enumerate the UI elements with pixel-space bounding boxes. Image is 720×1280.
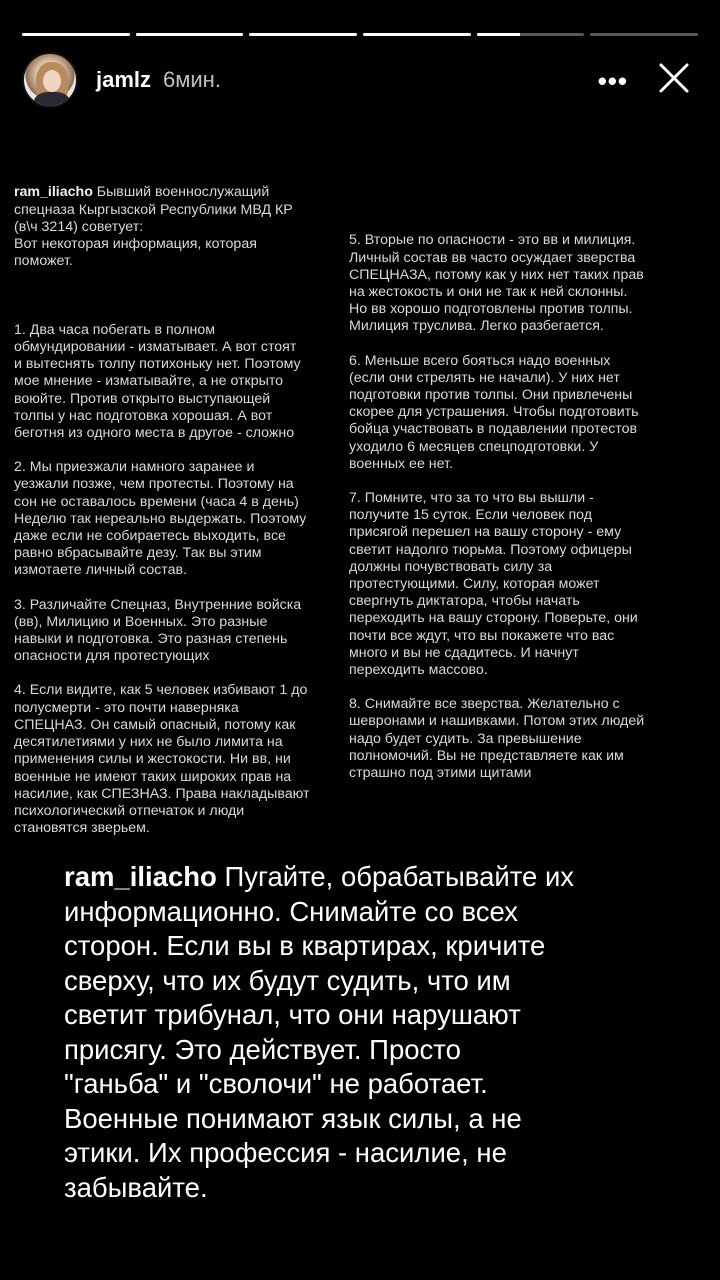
post-intro-text: Бывший военнослужащий спецназа Кыргызской Республики МВД КР (в\ч 3214) советует: Вот некоторая информация, которая поможет. bbox=[14, 184, 293, 270]
progress-segment bbox=[22, 33, 130, 36]
avatar[interactable] bbox=[22, 52, 78, 108]
post-paragraph: 5. Вторые по опасности - это вв и милиция. Личный состав вв часто осуждает зверства СПЕЦНАЗА, потому как у них нет таких прав на жестокость и они не так к ней склонны. Но вв хорошо подготовлены против толпы. Милиция труслива. Легко разбегается. bbox=[349, 232, 644, 335]
story-header bbox=[22, 48, 698, 112]
shared-screenshot bbox=[0, 140, 720, 840]
more-icon[interactable]: ••• bbox=[597, 66, 628, 96]
progress-segment bbox=[249, 33, 357, 36]
close-icon[interactable] bbox=[656, 60, 692, 96]
progress-segment bbox=[136, 33, 244, 36]
post-paragraph: 6. Меньше всего бояться надо военных (если они стрелять не начали). У них нет подготовки против толпы. Они привлечены скорее для устрашения. Чтобы подготовить бойца участвовать в подавлении протестов уходило 6 месяцев спецподготовки. У военных ее нет. bbox=[349, 352, 639, 472]
progress-segment bbox=[590, 33, 698, 36]
post-paragraph: 8. Снимайте все зверства. Желательно с шевронами и нашивками. Потом этих людей надо будет судить. За превышение полномочий. Вы не представляете как им страшно под этими щитами bbox=[349, 696, 645, 782]
post-time: 6мин. bbox=[163, 67, 221, 92]
post-paragraph: 3. Различайте Спецназ, Внутренние войска (вв), Милицию и Военных. Это разные навыки и подготовка. Это разная степень опасности для протестующих bbox=[14, 596, 302, 665]
post-right-column bbox=[349, 198, 709, 838]
comment-text: Пугайте, обрабатывайте их информационно. Снимайте со всех сторон. Если вы в квартирах, кричите сверху, что их будут судить, что им светит трибунал, что они нарушают присягу. Это действует. Просто "ганьба" и "сволочи" не работает. Военные понимают язык силы, а не этики. Их профессия - насилие, не забывайте. bbox=[64, 861, 575, 1203]
username[interactable]: jamlz bbox=[96, 67, 152, 92]
post-left-column bbox=[14, 150, 332, 840]
post-paragraph: 4. Если видите, как 5 человек избивают 1 до полусмерти - это почти наверняка СПЕЦНАЗ. Он самый опасный, потому как десятилетиями у них не было лимита на применения силы и жестокости. Ни вв, ни военные не имеют таких широких прав на насилие, как СПЕЗНАЗ. Права накладывают психологический отпечаток и люди становятся зверьем. bbox=[14, 682, 310, 837]
post-paragraph: 1. Два часа побегать в полном обмундировании - изматывает. А вот стоят и вытеснять толпу потихоньку нет. Поэтому мое мнение - изматывайте, а не открыто воюйте. Против открыто выступающей толпы у нас подготовка хорошая. А вот беготня из одного места в другое - сложно bbox=[14, 321, 301, 442]
comment-handle: ram_iliacho bbox=[64, 861, 217, 892]
progress-segment bbox=[477, 33, 585, 36]
comment bbox=[64, 860, 684, 1205]
post-intro bbox=[14, 184, 332, 270]
progress-segment bbox=[363, 33, 471, 36]
post-paragraph: 2. Мы приезжали намного заранее и уезжали позже, чем протесты. Поэтому на сон не оставалось времени (часа 4 в день) Неделю так нереально выдержать. Поэтому даже если не собираетесь выходить, все равно вбрасывайте дезу. Так вы этим измотаете личный состав. bbox=[14, 459, 307, 579]
post-handle: ram_iliacho bbox=[14, 184, 93, 201]
post-paragraph: 7. Помните, что за то что вы вышли - получите 15 суток. Если человек под присягой перешел на вашу сторону - ему светит надолго тюрьма. Поэтому офицеры должны почувствовать силу за протестующими. Силу, которая может свергнуть диктатора, чтобы начать переходить на вашу сторону. Поверьте, они почти все ждут, что вы покажете что вас много и вы не сдадитесь. И начнут переходить массово. bbox=[349, 490, 638, 679]
story-progress-bar bbox=[22, 33, 698, 37]
